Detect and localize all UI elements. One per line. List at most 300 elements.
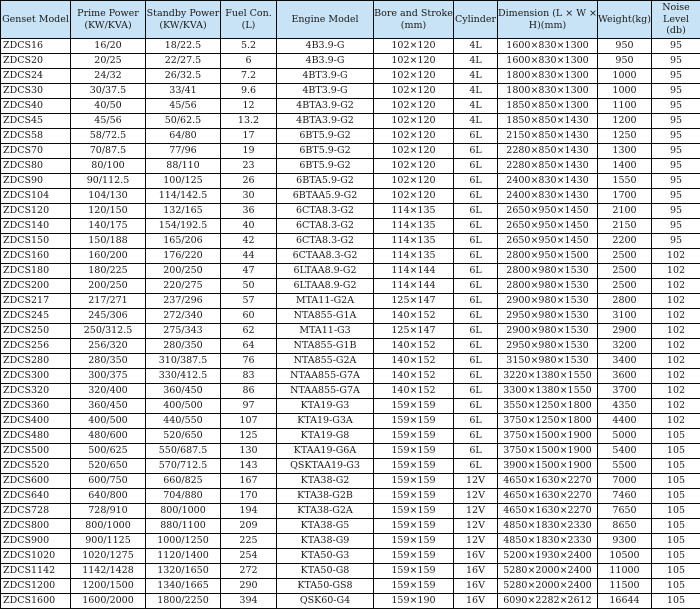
cell-noise-level: 95: [652, 114, 700, 129]
cell-noise-level: 102: [652, 324, 700, 339]
cell-dimension: 5280×2000×2400: [498, 579, 598, 594]
cell-engine-model: NTAA855-G7A: [277, 369, 374, 384]
cell-dimension: 2650×950×1450: [498, 234, 598, 249]
cell-bore-stroke: 140×152: [374, 339, 454, 354]
header-dimension: Dimension (L × W × H)(mm): [498, 1, 598, 39]
cell-prime-power: 1020/1275: [71, 549, 146, 564]
cell-noise-level: 105: [652, 564, 700, 579]
cell-standby-power: 330/412.5: [146, 369, 221, 384]
table-row: [1, 309, 700, 324]
cell-prime-power: 58/72.5: [71, 129, 146, 144]
cell-fuel-con: 9.6: [221, 84, 277, 99]
cell-bore-stroke: 159×159: [374, 579, 454, 594]
cell-noise-level: 102: [652, 399, 700, 414]
table-row: [1, 234, 700, 249]
header-prime-power: Prime Power (KW/KVA): [71, 1, 146, 39]
cell-standby-power: 520/650: [146, 429, 221, 444]
table-row: [1, 324, 700, 339]
cell-cylinder: 6L: [454, 354, 498, 369]
cell-bore-stroke: 159×159: [374, 564, 454, 579]
cell-weight: 4400: [598, 414, 652, 429]
cell-weight: 3600: [598, 369, 652, 384]
cell-standby-power: 26/32.5: [146, 69, 221, 84]
cell-standby-power: 1120/1400: [146, 549, 221, 564]
cell-bore-stroke: 102×120: [374, 114, 454, 129]
cell-genset-model: ZDCS280: [1, 354, 71, 369]
cell-genset-model: ZDCS24: [1, 69, 71, 84]
cell-weight: 10500: [598, 549, 652, 564]
cell-engine-model: KTA50-G3: [277, 549, 374, 564]
cell-cylinder: 6L: [454, 219, 498, 234]
cell-engine-model: NTA855-G2A: [277, 354, 374, 369]
cell-cylinder: 6L: [454, 174, 498, 189]
cell-noise-level: 102: [652, 384, 700, 399]
cell-standby-power: 660/825: [146, 474, 221, 489]
table-body: [1, 39, 700, 609]
cell-cylinder: 6L: [454, 144, 498, 159]
cell-genset-model: ZDCS180: [1, 264, 71, 279]
cell-engine-model: 4B3.9-G: [277, 39, 374, 54]
cell-genset-model: ZDCS500: [1, 444, 71, 459]
cell-engine-model: 4BTA3.9-G2: [277, 114, 374, 129]
cell-cylinder: 6L: [454, 324, 498, 339]
cell-prime-power: 1142/1428: [71, 564, 146, 579]
cell-engine-model: NTAA855-G7A: [277, 384, 374, 399]
cell-dimension: 2950×980×1530: [498, 309, 598, 324]
table-row: [1, 459, 700, 474]
cell-genset-model: ZDCS800: [1, 519, 71, 534]
cell-fuel-con: 12: [221, 99, 277, 114]
cell-bore-stroke: 114×135: [374, 204, 454, 219]
cell-prime-power: 520/650: [71, 459, 146, 474]
cell-fuel-con: 209: [221, 519, 277, 534]
cell-weight: 2500: [598, 279, 652, 294]
cell-cylinder: 4L: [454, 99, 498, 114]
cell-bore-stroke: 159×159: [374, 399, 454, 414]
cell-standby-power: 77/96: [146, 144, 221, 159]
cell-engine-model: 6CTA8.3-G2: [277, 204, 374, 219]
cell-noise-level: 95: [652, 174, 700, 189]
cell-cylinder: 6L: [454, 264, 498, 279]
cell-standby-power: 440/550: [146, 414, 221, 429]
cell-prime-power: 480/600: [71, 429, 146, 444]
cell-fuel-con: 47: [221, 264, 277, 279]
cell-dimension: 2800×980×1530: [498, 279, 598, 294]
table-row: [1, 579, 700, 594]
cell-bore-stroke: 159×159: [374, 549, 454, 564]
cell-noise-level: 102: [652, 294, 700, 309]
cell-fuel-con: 42: [221, 234, 277, 249]
cell-engine-model: KTA38-G2: [277, 474, 374, 489]
cell-genset-model: ZDCS16: [1, 39, 71, 54]
cell-bore-stroke: 102×120: [374, 99, 454, 114]
table-row: [1, 384, 700, 399]
table-row: [1, 279, 700, 294]
cell-cylinder: 4L: [454, 39, 498, 54]
cell-genset-model: ZDCS40: [1, 99, 71, 114]
cell-noise-level: 95: [652, 84, 700, 99]
cell-dimension: 2900×980×1530: [498, 294, 598, 309]
cell-genset-model: ZDCS90: [1, 174, 71, 189]
cell-dimension: 2800×980×1530: [498, 264, 598, 279]
cell-cylinder: 4L: [454, 54, 498, 69]
cell-fuel-con: 23: [221, 159, 277, 174]
cell-dimension: 6090×2282×2612: [498, 594, 598, 609]
cell-genset-model: ZDCS104: [1, 189, 71, 204]
cell-engine-model: 6CTA8.3-G2: [277, 234, 374, 249]
cell-genset-model: ZDCS1200: [1, 579, 71, 594]
cell-noise-level: 105: [652, 459, 700, 474]
cell-cylinder: 12V: [454, 474, 498, 489]
cell-prime-power: 245/306: [71, 309, 146, 324]
cell-bore-stroke: 140×152: [374, 369, 454, 384]
cell-bore-stroke: 159×159: [374, 519, 454, 534]
cell-genset-model: ZDCS80: [1, 159, 71, 174]
cell-bore-stroke: 114×135: [374, 219, 454, 234]
cell-genset-model: ZDCS728: [1, 504, 71, 519]
table-row: [1, 444, 700, 459]
cell-weight: 3100: [598, 309, 652, 324]
cell-standby-power: 88/110: [146, 159, 221, 174]
cell-prime-power: 320/400: [71, 384, 146, 399]
header-cylinder: Cylinder: [454, 1, 498, 39]
cell-dimension: 2280×850×1430: [498, 159, 598, 174]
cell-prime-power: 160/200: [71, 249, 146, 264]
cell-bore-stroke: 102×120: [374, 69, 454, 84]
cell-noise-level: 95: [652, 69, 700, 84]
cell-engine-model: 6BT5.9-G2: [277, 144, 374, 159]
cell-fuel-con: 97: [221, 399, 277, 414]
cell-cylinder: 6L: [454, 459, 498, 474]
cell-bore-stroke: 125×147: [374, 294, 454, 309]
cell-dimension: 3750×1500×1900: [498, 429, 598, 444]
cell-prime-power: 150/188: [71, 234, 146, 249]
cell-fuel-con: 30: [221, 189, 277, 204]
cell-engine-model: QSKTAA19-G3: [277, 459, 374, 474]
cell-engine-model: 6CTAA8.3-G2: [277, 249, 374, 264]
table-row: [1, 159, 700, 174]
table-row: [1, 474, 700, 489]
cell-dimension: 3750×1250×1800: [498, 414, 598, 429]
cell-fuel-con: 64: [221, 339, 277, 354]
cell-weight: 2500: [598, 249, 652, 264]
cell-noise-level: 95: [652, 99, 700, 114]
cell-engine-model: KTA38-G9: [277, 534, 374, 549]
cell-cylinder: 6L: [454, 429, 498, 444]
cell-bore-stroke: 102×120: [374, 84, 454, 99]
cell-genset-model: ZDCS400: [1, 414, 71, 429]
cell-noise-level: 95: [652, 159, 700, 174]
cell-weight: 2150: [598, 219, 652, 234]
cell-engine-model: 6BT5.9-G2: [277, 129, 374, 144]
cell-standby-power: 800/1000: [146, 504, 221, 519]
cell-cylinder: 6L: [454, 444, 498, 459]
cell-noise-level: 105: [652, 489, 700, 504]
cell-standby-power: 18/22.5: [146, 39, 221, 54]
cell-engine-model: NTA855-G1B: [277, 339, 374, 354]
cell-fuel-con: 83: [221, 369, 277, 384]
cell-genset-model: ZDCS256: [1, 339, 71, 354]
cell-fuel-con: 394: [221, 594, 277, 609]
cell-fuel-con: 254: [221, 549, 277, 564]
cell-bore-stroke: 159×159: [374, 489, 454, 504]
cell-genset-model: ZDCS20: [1, 54, 71, 69]
cell-genset-model: ZDCS1020: [1, 549, 71, 564]
cell-engine-model: KTA50-GS8: [277, 579, 374, 594]
cell-weight: 8650: [598, 519, 652, 534]
cell-cylinder: 6L: [454, 234, 498, 249]
cell-cylinder: 6L: [454, 309, 498, 324]
cell-dimension: 4650×1630×2270: [498, 489, 598, 504]
cell-dimension: 2280×850×1430: [498, 144, 598, 159]
cell-genset-model: ZDCS120: [1, 204, 71, 219]
cell-dimension: 3900×1500×1900: [498, 459, 598, 474]
cell-noise-level: 105: [652, 474, 700, 489]
cell-prime-power: 640/800: [71, 489, 146, 504]
cell-prime-power: 217/271: [71, 294, 146, 309]
cell-standby-power: 176/220: [146, 249, 221, 264]
header-bore-stroke: Bore and Stroke (mm): [374, 1, 454, 39]
cell-noise-level: 102: [652, 414, 700, 429]
cell-fuel-con: 6: [221, 54, 277, 69]
cell-genset-model: ZDCS200: [1, 279, 71, 294]
cell-prime-power: 140/175: [71, 219, 146, 234]
table-row: [1, 174, 700, 189]
cell-engine-model: 6BT5.9-G2: [277, 159, 374, 174]
cell-weight: 1000: [598, 84, 652, 99]
cell-noise-level: 102: [652, 279, 700, 294]
table-row: [1, 489, 700, 504]
cell-prime-power: 728/910: [71, 504, 146, 519]
cell-engine-model: 6LTAA8.9-G2: [277, 264, 374, 279]
cell-bore-stroke: 159×159: [374, 459, 454, 474]
cell-prime-power: 400/500: [71, 414, 146, 429]
cell-weight: 11000: [598, 564, 652, 579]
cell-fuel-con: 194: [221, 504, 277, 519]
cell-prime-power: 250/312.5: [71, 324, 146, 339]
cell-prime-power: 200/250: [71, 279, 146, 294]
table-row: [1, 264, 700, 279]
table-row: [1, 144, 700, 159]
cell-dimension: 3220×1380×1550: [498, 369, 598, 384]
table-row: [1, 339, 700, 354]
cell-dimension: 4650×1630×2270: [498, 504, 598, 519]
header-fuel-consumption: Fuel Con. (L): [221, 1, 277, 39]
cell-noise-level: 95: [652, 129, 700, 144]
cell-weight: 4350: [598, 399, 652, 414]
cell-standby-power: 704/880: [146, 489, 221, 504]
cell-engine-model: 4BTA3.9-G2: [277, 99, 374, 114]
cell-prime-power: 1200/1500: [71, 579, 146, 594]
cell-dimension: 2950×980×1530: [498, 339, 598, 354]
cell-weight: 9300: [598, 534, 652, 549]
cell-cylinder: 16V: [454, 594, 498, 609]
cell-standby-power: 1800/2250: [146, 594, 221, 609]
cell-cylinder: 6L: [454, 369, 498, 384]
cell-cylinder: 12V: [454, 504, 498, 519]
cell-fuel-con: 76: [221, 354, 277, 369]
cell-cylinder: 16V: [454, 579, 498, 594]
cell-prime-power: 800/1000: [71, 519, 146, 534]
cell-standby-power: 360/450: [146, 384, 221, 399]
cell-bore-stroke: 102×120: [374, 189, 454, 204]
cell-weight: 2100: [598, 204, 652, 219]
cell-dimension: 4850×1830×2330: [498, 519, 598, 534]
cell-cylinder: 12V: [454, 534, 498, 549]
header-genset-model: Genset Model: [1, 1, 71, 39]
cell-prime-power: 40/50: [71, 99, 146, 114]
cell-noise-level: 105: [652, 579, 700, 594]
cell-bore-stroke: 159×159: [374, 534, 454, 549]
cell-bore-stroke: 140×152: [374, 354, 454, 369]
cell-bore-stroke: 102×120: [374, 129, 454, 144]
cell-standby-power: 880/1100: [146, 519, 221, 534]
cell-fuel-con: 40: [221, 219, 277, 234]
cell-standby-power: 280/350: [146, 339, 221, 354]
cell-standby-power: 1000/1250: [146, 534, 221, 549]
table-row: [1, 54, 700, 69]
cell-noise-level: 102: [652, 309, 700, 324]
cell-genset-model: ZDCS320: [1, 384, 71, 399]
cell-fuel-con: 143: [221, 459, 277, 474]
cell-weight: 5400: [598, 444, 652, 459]
cell-genset-model: ZDCS45: [1, 114, 71, 129]
table-row: [1, 549, 700, 564]
header-row: [1, 1, 700, 39]
cell-prime-power: 20/25: [71, 54, 146, 69]
cell-cylinder: 6L: [454, 189, 498, 204]
cell-genset-model: ZDCS217: [1, 294, 71, 309]
cell-prime-power: 1600/2000: [71, 594, 146, 609]
cell-weight: 2500: [598, 264, 652, 279]
header-noise-level: Noise Level (db): [652, 1, 700, 39]
cell-engine-model: KTA38-G5: [277, 519, 374, 534]
cell-fuel-con: 62: [221, 324, 277, 339]
cell-dimension: 3750×1500×1900: [498, 444, 598, 459]
cell-fuel-con: 19: [221, 144, 277, 159]
cell-engine-model: KTAA19-G6A: [277, 444, 374, 459]
cell-weight: 1250: [598, 129, 652, 144]
cell-standby-power: 45/56: [146, 99, 221, 114]
cell-weight: 1100: [598, 99, 652, 114]
cell-weight: 5000: [598, 429, 652, 444]
cell-weight: 1550: [598, 174, 652, 189]
cell-engine-model: 6BTAA5.9-G2: [277, 189, 374, 204]
cell-cylinder: 4L: [454, 69, 498, 84]
cell-fuel-con: 36: [221, 204, 277, 219]
table-row: [1, 294, 700, 309]
cell-genset-model: ZDCS480: [1, 429, 71, 444]
cell-noise-level: 102: [652, 339, 700, 354]
cell-prime-power: 120/150: [71, 204, 146, 219]
cell-standby-power: 200/250: [146, 264, 221, 279]
table-row: [1, 369, 700, 384]
cell-prime-power: 30/37.5: [71, 84, 146, 99]
cell-dimension: 5200×1930×2400: [498, 549, 598, 564]
cell-dimension: 3550×1250×1800: [498, 399, 598, 414]
cell-noise-level: 102: [652, 354, 700, 369]
cell-dimension: 3300×1380×1550: [498, 384, 598, 399]
cell-noise-level: 102: [652, 249, 700, 264]
cell-dimension: 2900×980×1530: [498, 324, 598, 339]
cell-noise-level: 95: [652, 189, 700, 204]
cell-weight: 1300: [598, 144, 652, 159]
cell-bore-stroke: 159×159: [374, 474, 454, 489]
cell-fuel-con: 225: [221, 534, 277, 549]
cell-dimension: 1850×850×1430: [498, 114, 598, 129]
table-row: [1, 594, 700, 609]
cell-bore-stroke: 159×159: [374, 429, 454, 444]
cell-weight: 11500: [598, 579, 652, 594]
cell-fuel-con: 17: [221, 129, 277, 144]
cell-engine-model: 6BTA5.9-G2: [277, 174, 374, 189]
cell-cylinder: 6L: [454, 159, 498, 174]
cell-dimension: 2150×850×1430: [498, 129, 598, 144]
cell-weight: 7460: [598, 489, 652, 504]
cell-prime-power: 180/225: [71, 264, 146, 279]
cell-genset-model: ZDCS900: [1, 534, 71, 549]
cell-bore-stroke: 159×159: [374, 444, 454, 459]
cell-standby-power: 272/340: [146, 309, 221, 324]
table-row: [1, 69, 700, 84]
cell-bore-stroke: 159×159: [374, 414, 454, 429]
cell-standby-power: 33/41: [146, 84, 221, 99]
cell-cylinder: 16V: [454, 564, 498, 579]
cell-cylinder: 6L: [454, 129, 498, 144]
cell-dimension: 1600×830×1300: [498, 39, 598, 54]
cell-genset-model: ZDCS520: [1, 459, 71, 474]
cell-fuel-con: 290: [221, 579, 277, 594]
cell-genset-model: ZDCS640: [1, 489, 71, 504]
cell-standby-power: 220/275: [146, 279, 221, 294]
cell-cylinder: 6L: [454, 339, 498, 354]
cell-noise-level: 95: [652, 39, 700, 54]
cell-bore-stroke: 159×190: [374, 594, 454, 609]
cell-prime-power: 80/100: [71, 159, 146, 174]
cell-fuel-con: 44: [221, 249, 277, 264]
header-standby-power: Standby Power (KW/KVA): [146, 1, 221, 39]
cell-noise-level: 105: [652, 519, 700, 534]
cell-noise-level: 95: [652, 54, 700, 69]
cell-noise-level: 105: [652, 549, 700, 564]
cell-noise-level: 95: [652, 219, 700, 234]
cell-weight: 5500: [598, 459, 652, 474]
header-engine-model: Engine Model: [277, 1, 374, 39]
cell-weight: 1000: [598, 69, 652, 84]
cell-dimension: 1800×830×1300: [498, 84, 598, 99]
cell-genset-model: ZDCS1600: [1, 594, 71, 609]
cell-engine-model: KTA19-G3A: [277, 414, 374, 429]
cell-genset-model: ZDCS245: [1, 309, 71, 324]
cell-cylinder: 4L: [454, 84, 498, 99]
cell-engine-model: MTA11-G3: [277, 324, 374, 339]
cell-engine-model: 6LTAA8.9-G2: [277, 279, 374, 294]
cell-bore-stroke: 114×144: [374, 264, 454, 279]
cell-standby-power: 50/62.5: [146, 114, 221, 129]
cell-standby-power: 154/192.5: [146, 219, 221, 234]
cell-bore-stroke: 102×120: [374, 144, 454, 159]
cell-bore-stroke: 114×135: [374, 249, 454, 264]
cell-prime-power: 360/450: [71, 399, 146, 414]
cell-dimension: 1800×830×1300: [498, 69, 598, 84]
cell-noise-level: 102: [652, 264, 700, 279]
cell-weight: 1400: [598, 159, 652, 174]
cell-noise-level: 105: [652, 534, 700, 549]
cell-standby-power: 237/296: [146, 294, 221, 309]
cell-bore-stroke: 125×147: [374, 324, 454, 339]
cell-noise-level: 95: [652, 144, 700, 159]
cell-engine-model: KTA38-G2B: [277, 489, 374, 504]
